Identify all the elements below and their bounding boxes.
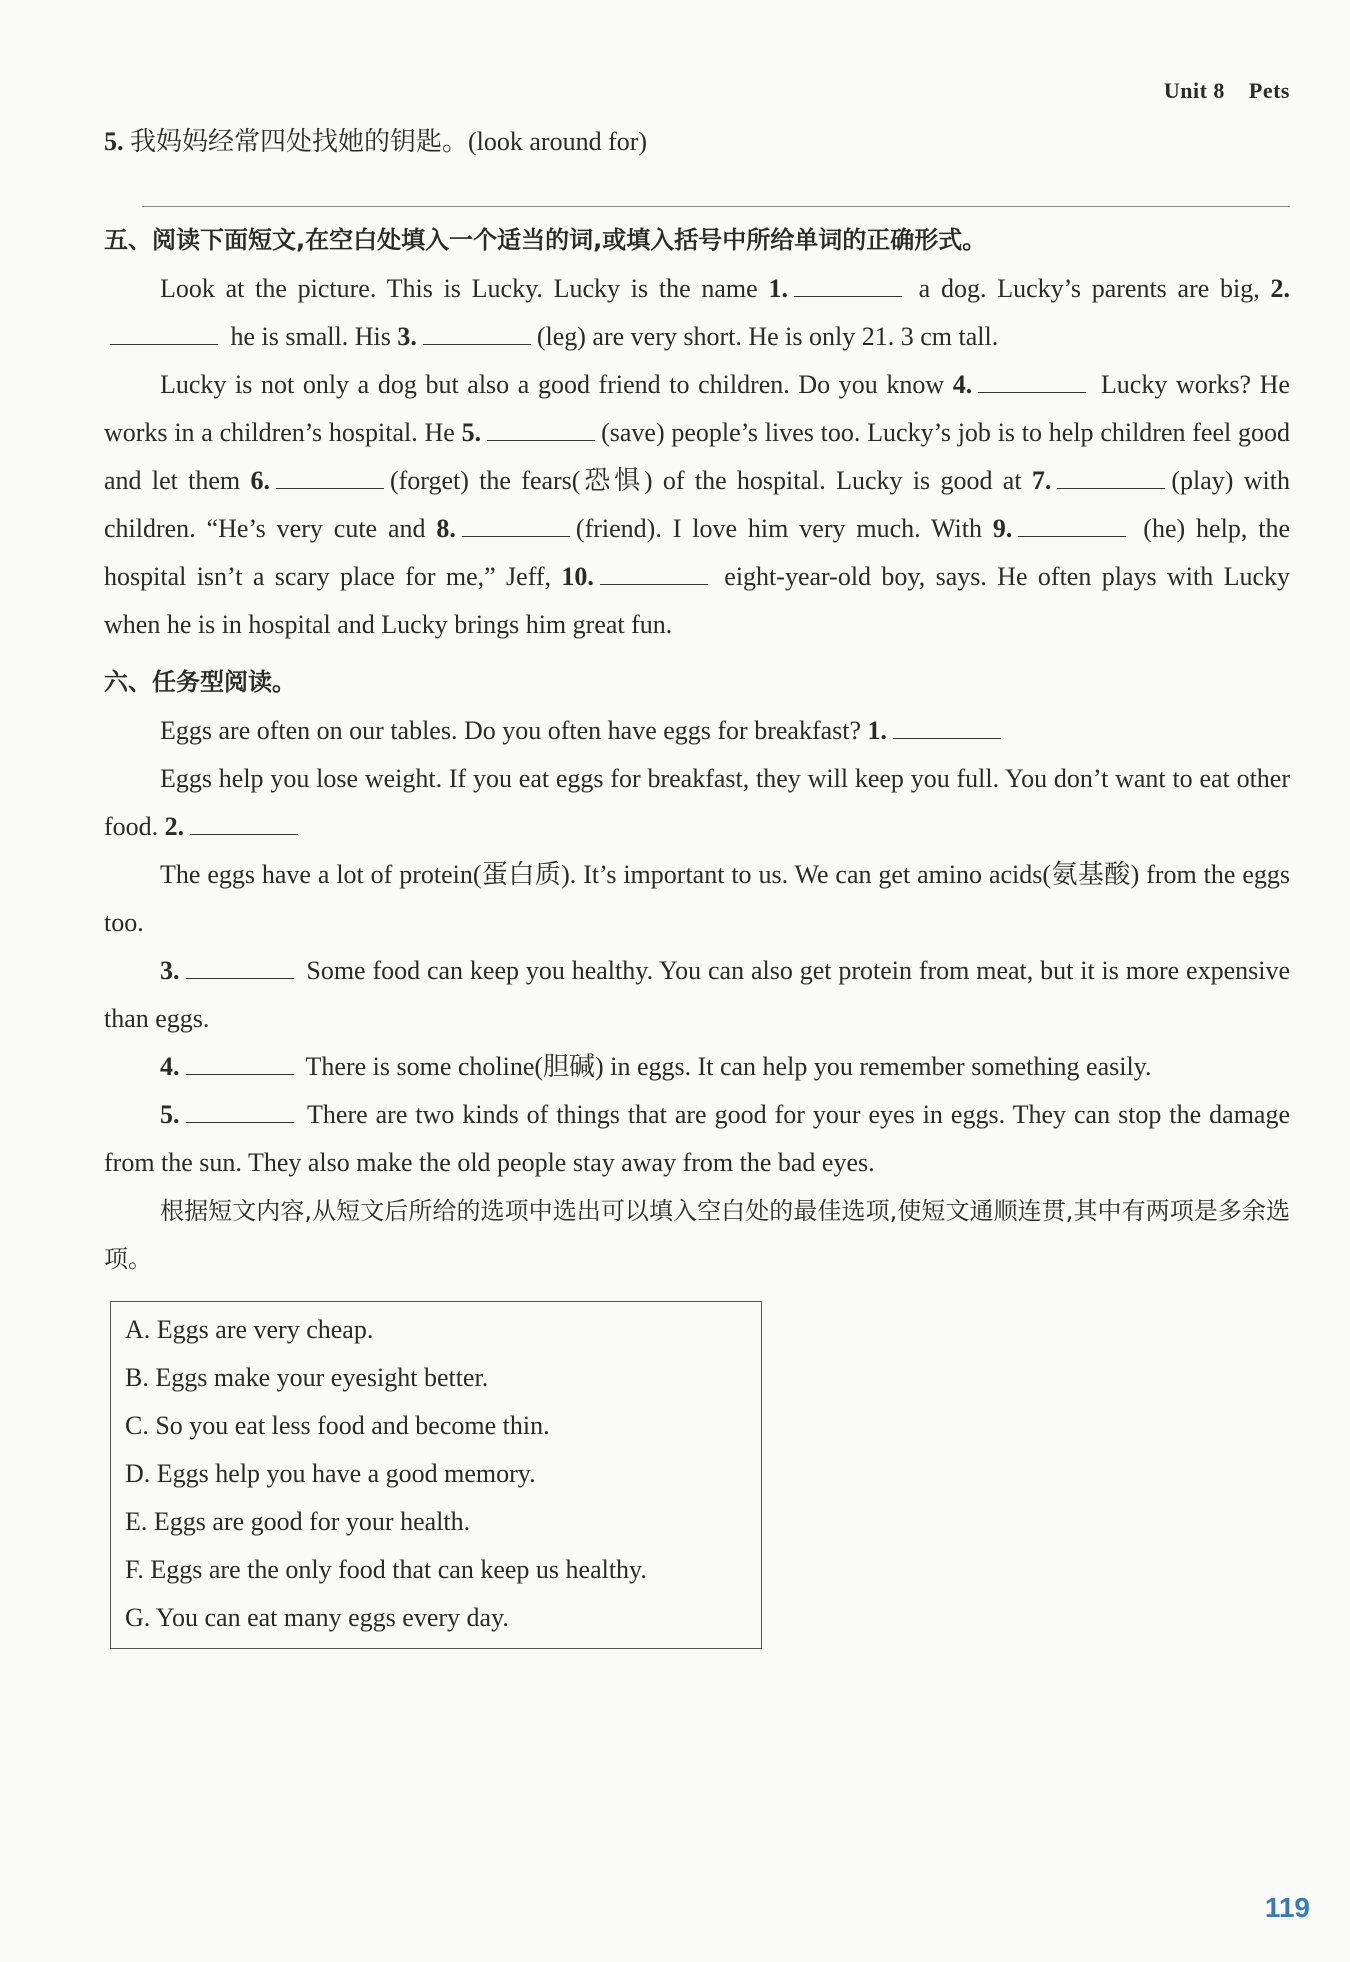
text: Eggs are often on our tables. Do you often have eggs for breakfast? <box>160 716 868 745</box>
blank-number: 3. <box>397 322 417 351</box>
blank-field[interactable] <box>276 462 384 489</box>
answer-line[interactable] <box>142 206 1290 207</box>
question-number: 5. <box>104 127 124 156</box>
option-g: G. You can eat many eggs every day. <box>125 1603 509 1632</box>
blank-field[interactable] <box>600 558 708 585</box>
text: Look at the picture. This is Lucky. Lucky is the name <box>160 274 769 303</box>
blank-field[interactable] <box>487 414 595 441</box>
blank-number: 9. <box>992 514 1013 543</box>
blank-number: 8. <box>436 514 456 543</box>
blank-field[interactable] <box>893 712 1001 739</box>
task-paragraph-1 <box>104 707 1290 755</box>
option-a: A. Eggs are very cheap. <box>125 1315 374 1344</box>
text: Lucky works? He works in a children’s hospital. He <box>104 370 1290 447</box>
task-paragraph-6 <box>104 1091 1290 1187</box>
text: Eggs help you lose weight. If you eat eggs for breakfast, they will keep you full. You don’t want to eat other food. <box>104 764 1290 841</box>
blank-number: 1. <box>867 716 888 745</box>
task-paragraph-3 <box>104 851 1290 947</box>
unit-title: Pets <box>1248 78 1290 103</box>
page-content <box>104 118 1290 1649</box>
blank-field[interactable] <box>978 366 1086 393</box>
blank-field[interactable] <box>1018 510 1126 537</box>
blank-field[interactable] <box>1057 462 1165 489</box>
blank-field[interactable] <box>110 318 218 345</box>
blank-number: 7. <box>1031 466 1052 495</box>
page-header <box>1146 78 1290 104</box>
options-box <box>110 1301 762 1649</box>
blank-field[interactable] <box>190 808 298 835</box>
blank-number: 6. <box>250 466 270 495</box>
text: (save) people’s lives too. Lucky’s job is to help children feel good and let them <box>104 418 1291 495</box>
text: (he) help, the hospital isn’t a scary place for me,” Jeff, <box>104 514 1290 591</box>
blank-number: 1. <box>768 274 788 303</box>
option-b: B. Eggs make your eyesight better. <box>125 1363 489 1392</box>
text: There are two kinds of things that are good for your eyes in eggs. They can stop the damage from the sun. They also make the old people stay away from the bad eyes. <box>104 1100 1290 1177</box>
text: eight-year-old boy, says. He often plays with Lucky when he is in hospital and Lucky brings him great fun. <box>104 562 1290 639</box>
blank-number: 5. <box>461 418 482 447</box>
blank-field[interactable] <box>186 1096 294 1123</box>
section-5-title: 五、阅读下面短文,在空白处填入一个适当的词,或填入括号中所给单词的正确形式。 <box>104 226 987 254</box>
blank-number: 2. <box>1270 274 1290 303</box>
task-paragraph-4 <box>104 947 1290 1043</box>
option-f: F. Eggs are the only food that can keep us healthy. <box>125 1555 647 1584</box>
blank-field[interactable] <box>186 1048 294 1075</box>
option-e: E. Eggs are good for your health. <box>125 1507 471 1536</box>
blank-number: 5. <box>160 1100 180 1129</box>
blank-number: 10. <box>561 562 594 591</box>
text: (forget) the fears(恐惧) of the hospital. Lucky is good at <box>389 466 1032 495</box>
blank-field[interactable] <box>462 510 570 537</box>
question-text: 我妈妈经常四处找她的钥匙。(look around for) <box>130 127 648 156</box>
text: There is some choline(胆碱) in eggs. It can help you remember something easily. <box>299 1052 1152 1081</box>
text: (friend). I love him very much. With <box>575 514 993 543</box>
blank-number: 3. <box>160 956 180 985</box>
blank-field[interactable] <box>794 270 902 297</box>
blank-number: 2. <box>164 812 185 841</box>
blank-number: 4. <box>952 370 973 399</box>
option-d: D. Eggs help you have a good memory. <box>125 1459 536 1488</box>
text: Some food can keep you healthy. You can also get protein from meat, but it is more expensive than eggs. <box>104 956 1290 1033</box>
task-paragraph-5 <box>104 1043 1290 1091</box>
blank-field[interactable] <box>423 318 531 345</box>
option-c: C. So you eat less food and become thin. <box>125 1411 550 1440</box>
unit-label: Unit 8 <box>1163 78 1225 103</box>
text: Lucky is not only a dog but also a good friend to children. Do you know <box>160 370 953 399</box>
text: (leg) are very short. He is only 21. 3 cm tall. <box>536 322 999 351</box>
text: The eggs have a lot of protein(蛋白质). It’s important to us. We can get amino acids(氨基酸) from the eggs too. <box>104 860 1290 937</box>
task-instruction: 根据短文内容,从短文后所给的选项中选出可以填入空白处的最佳选项,使短文通顺连贯,其中有两项是多余选项。 <box>104 1197 1290 1273</box>
passage-paragraph-1 <box>104 265 1290 361</box>
passage-paragraph-2 <box>104 361 1290 649</box>
translation-question-5 <box>104 118 1290 166</box>
blank-number: 4. <box>160 1052 180 1081</box>
text: (play) with children. “He’s very cute and <box>104 466 1290 543</box>
task-paragraph-2 <box>104 755 1290 851</box>
text: a dog. Lucky’s parents are big, <box>907 274 1271 303</box>
text: he is small. His <box>224 322 398 351</box>
page-number: 119 <box>1264 1892 1310 1923</box>
blank-field[interactable] <box>186 952 294 979</box>
task-reading <box>104 707 1290 1649</box>
section-6-title: 六、任务型阅读。 <box>104 668 296 696</box>
